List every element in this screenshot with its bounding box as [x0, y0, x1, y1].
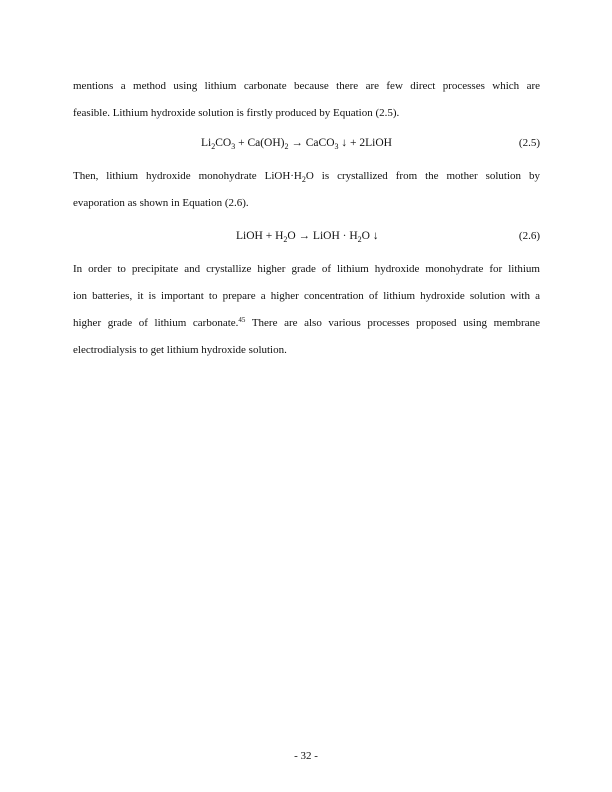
- eq-sub: 2: [211, 142, 216, 151]
- eq-part: → CaCO: [288, 137, 335, 149]
- equation-number: (2.6): [518, 230, 540, 242]
- eq-sub: 3: [231, 142, 236, 151]
- eq-part: LiOH + H: [236, 230, 284, 242]
- paragraph-line: ion batteries, it is important to prepare a higher concentration of lithium hydroxide solution with a: [73, 290, 540, 302]
- paragraph-line: mentions a method using lithium carbonate because there are few direct processes which are: [73, 80, 540, 92]
- eq-sub: 3: [334, 142, 339, 151]
- text: Then, lithium hydroxide monohydrate LiOH·H: [73, 170, 302, 182]
- paragraph-line: feasible. Lithium hydroxide solution is firstly produced by Equation (2.5).: [73, 107, 400, 119]
- equation-2-6: [236, 229, 379, 243]
- eq-part: O → LiOH · H: [287, 230, 358, 242]
- eq-sub: 2: [283, 235, 288, 244]
- subscript: 2: [301, 175, 306, 184]
- eq-part: + Ca(OH): [235, 137, 285, 149]
- eq-sub: 2: [357, 235, 362, 244]
- paragraph-line: electrodialysis to get lithium hydroxide solution.: [73, 344, 287, 356]
- page-number: - 32 -: [294, 750, 318, 762]
- equation-2-5: [201, 136, 392, 150]
- eq-part: CO: [215, 137, 232, 149]
- eq-part: Li: [201, 137, 212, 149]
- paragraph-line: [73, 169, 540, 183]
- text: O is crystallized from the mother solution by: [305, 170, 541, 182]
- paragraph-line: [73, 316, 540, 330]
- citation-superscript: 45: [238, 316, 246, 324]
- text: There are also various processes proposed using membrane: [245, 317, 540, 329]
- paragraph-line: In order to precipitate and crystallize higher grade of lithium hydroxide monohydrate for lithium: [73, 263, 540, 275]
- eq-part: ↓ + 2LiOH: [338, 137, 392, 149]
- text: higher grade of lithium carbonate.: [73, 317, 239, 329]
- eq-sub: 2: [284, 142, 289, 151]
- equation-number: (2.5): [518, 137, 540, 149]
- eq-part: O ↓: [361, 230, 379, 242]
- paragraph-line: evaporation as shown in Equation (2.6).: [73, 197, 249, 209]
